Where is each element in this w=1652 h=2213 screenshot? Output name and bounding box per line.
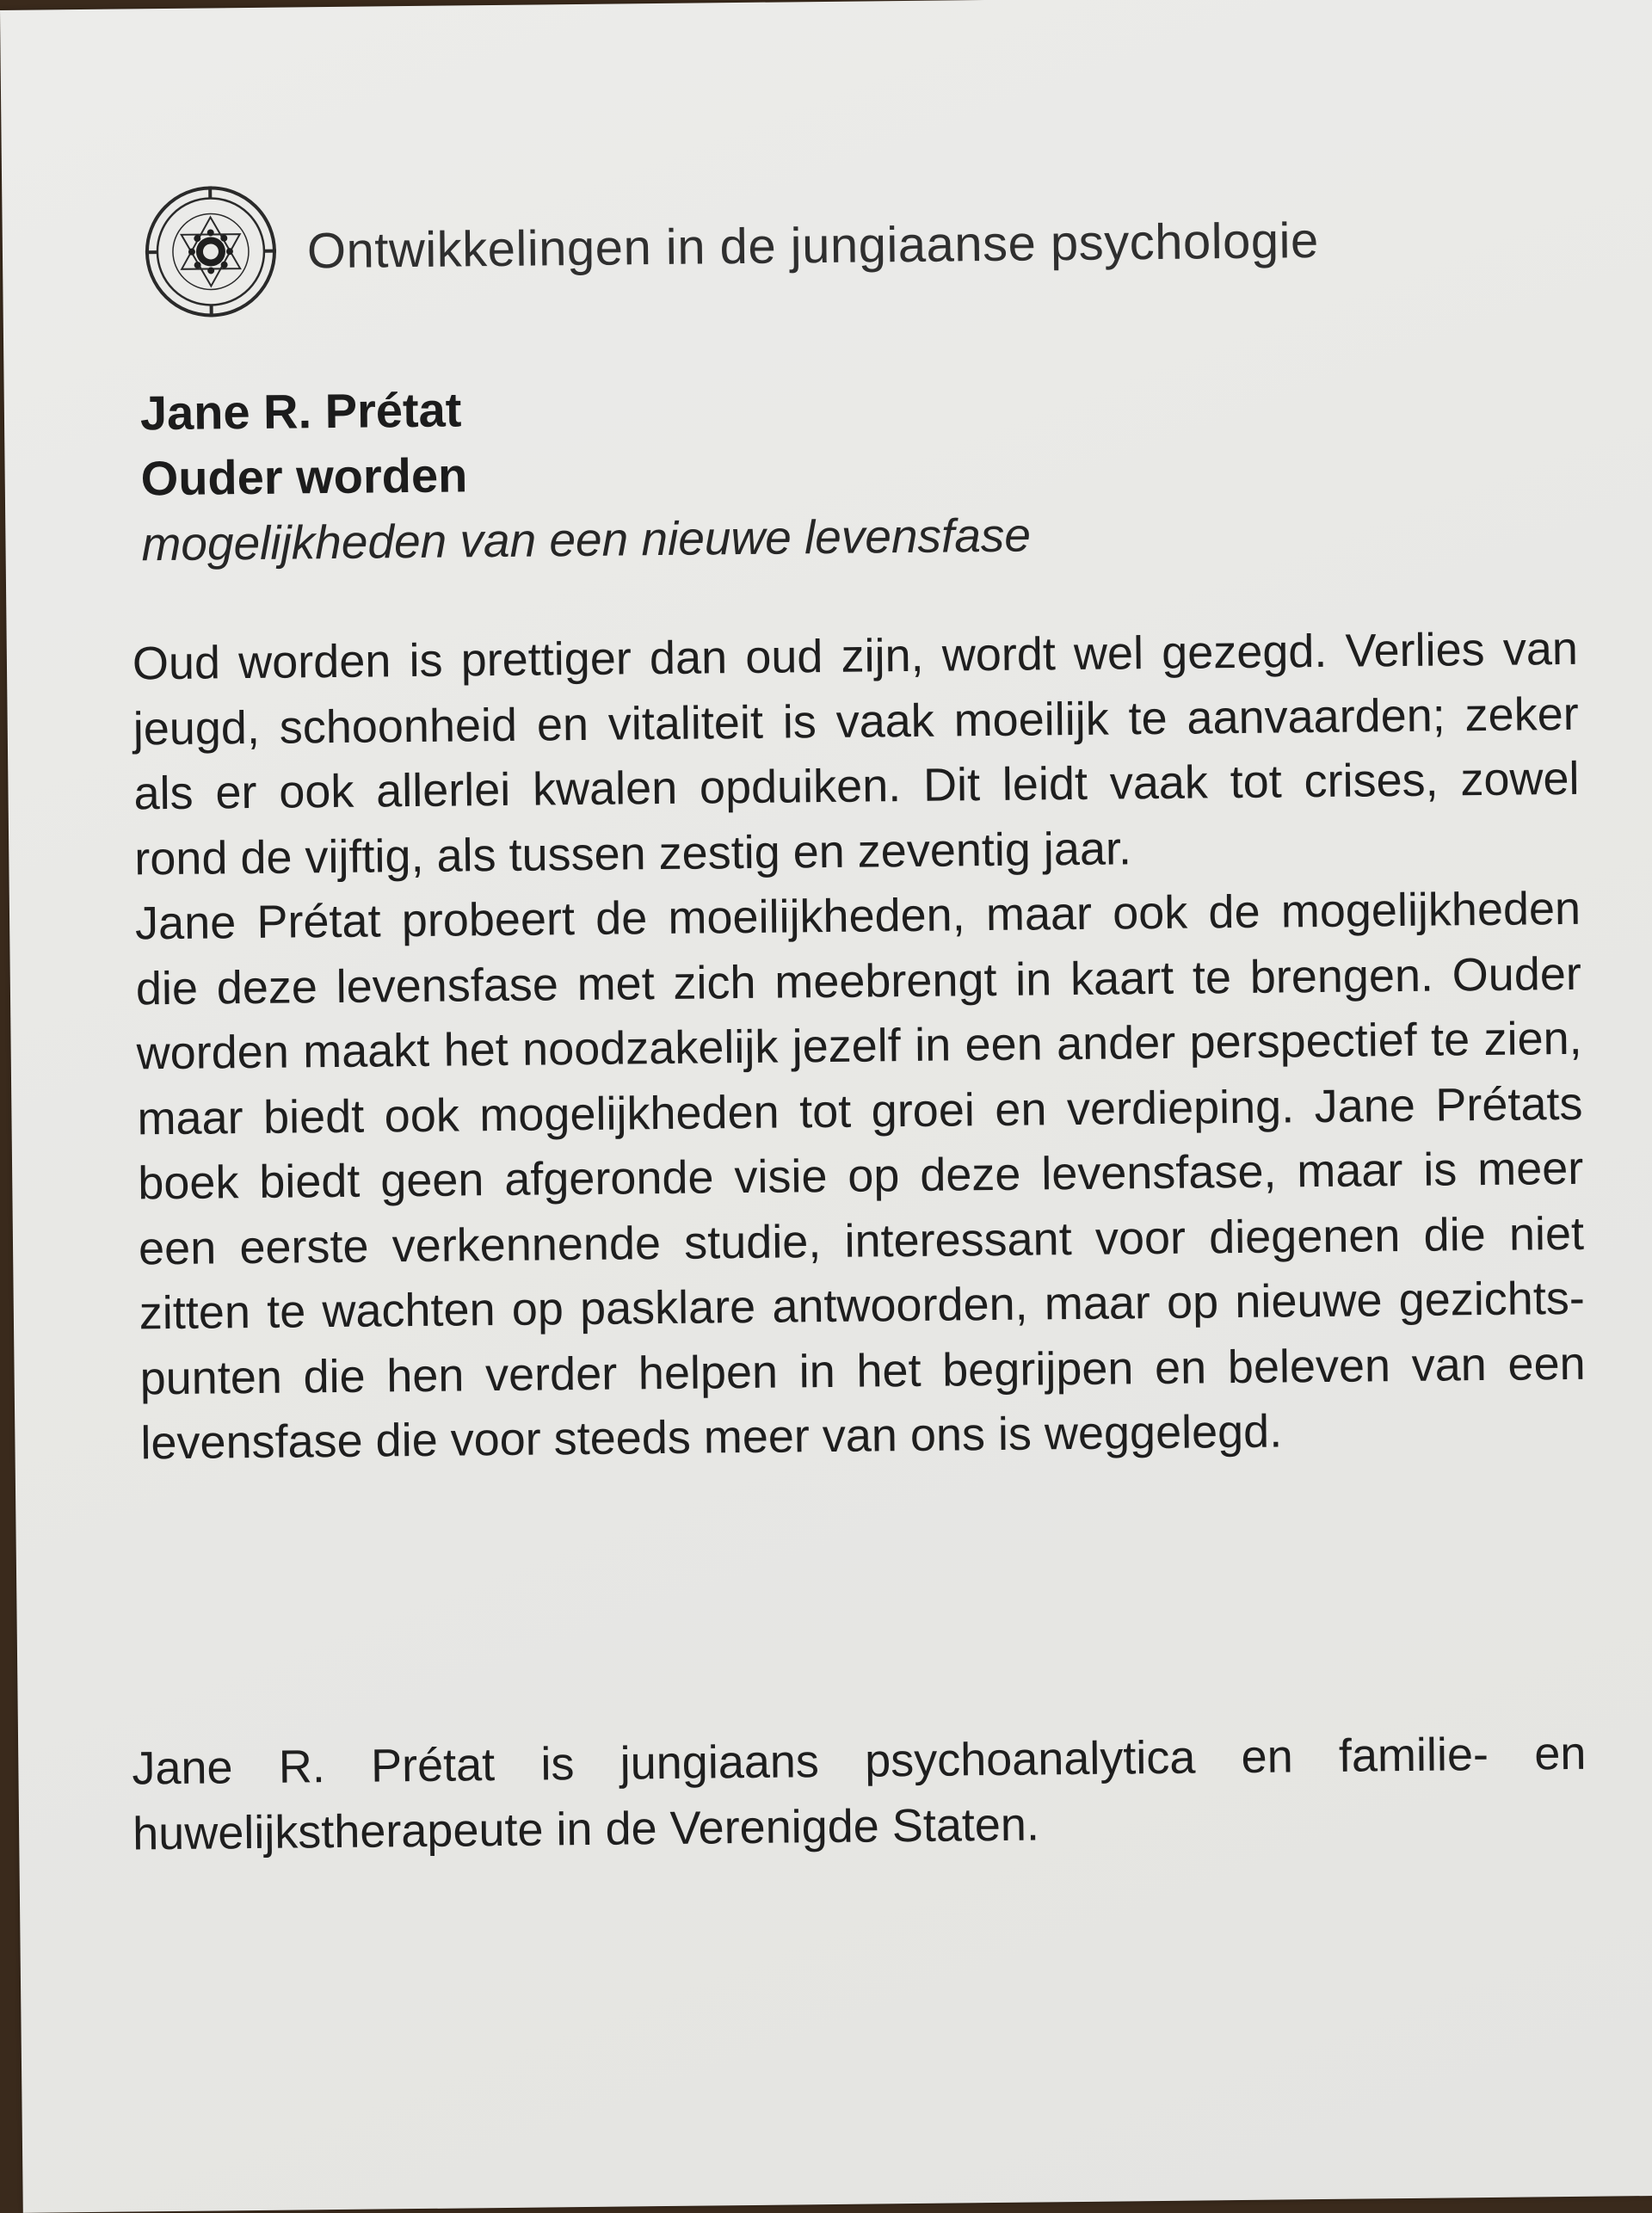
author-name: Jane R. Prétat [140,367,1518,447]
mandala-star-icon [143,184,279,320]
blurb-paragraph: Jane Prétat probeert de moeilijkheden, maar ook de mogelijkheden die deze levensfase met zich meebrengt in kaart te brengen. Ouder worden maakt het noodzakelijk jezelf in een ander perspectief te zien, maar biedt ook mogelijkheden tot groei en verdieping. Jane Prétats boek biedt geen afgeronde visie op deze levensfase, maar is meer een eerste verkennende studie, interessant voor diegenen die niet zitten te wachten op pasklare antwoorden, maar op nieuwe gezichtspunten die hen verder helpen in het begrijpen en beleven van een levensfase die voor steeds meer van ons is weggelegd. [135,877,1587,1476]
book-title: Ouder worden [140,432,1518,512]
book-heading [140,367,1519,577]
author-bio: Jane R. Prétat is jungiaans psychoanalytica en familie- en huwelijkstherapeute in de Verenigde Staten. [132,1722,1587,1867]
blurb [133,617,1587,1476]
series-header [143,173,1319,319]
book-subtitle: mogelijkheden van een nieuwe levensfase [141,497,1519,577]
series-title: Ontwikkelingen in de jungiaanse psychologie [307,211,1319,279]
blurb-paragraph: Oud worden is prettiger dan oud zijn, wordt wel gezegd. Verlies van jeugd, schoonheid en vitaliteit is vaak moeilijk te aanvaarden; zeker als er ook allerlei kwalen opduiken. Dit leidt vaak tot crises, zowel rond de vijftig, als tussen zestig en zeventig jaar. [133,617,1581,892]
